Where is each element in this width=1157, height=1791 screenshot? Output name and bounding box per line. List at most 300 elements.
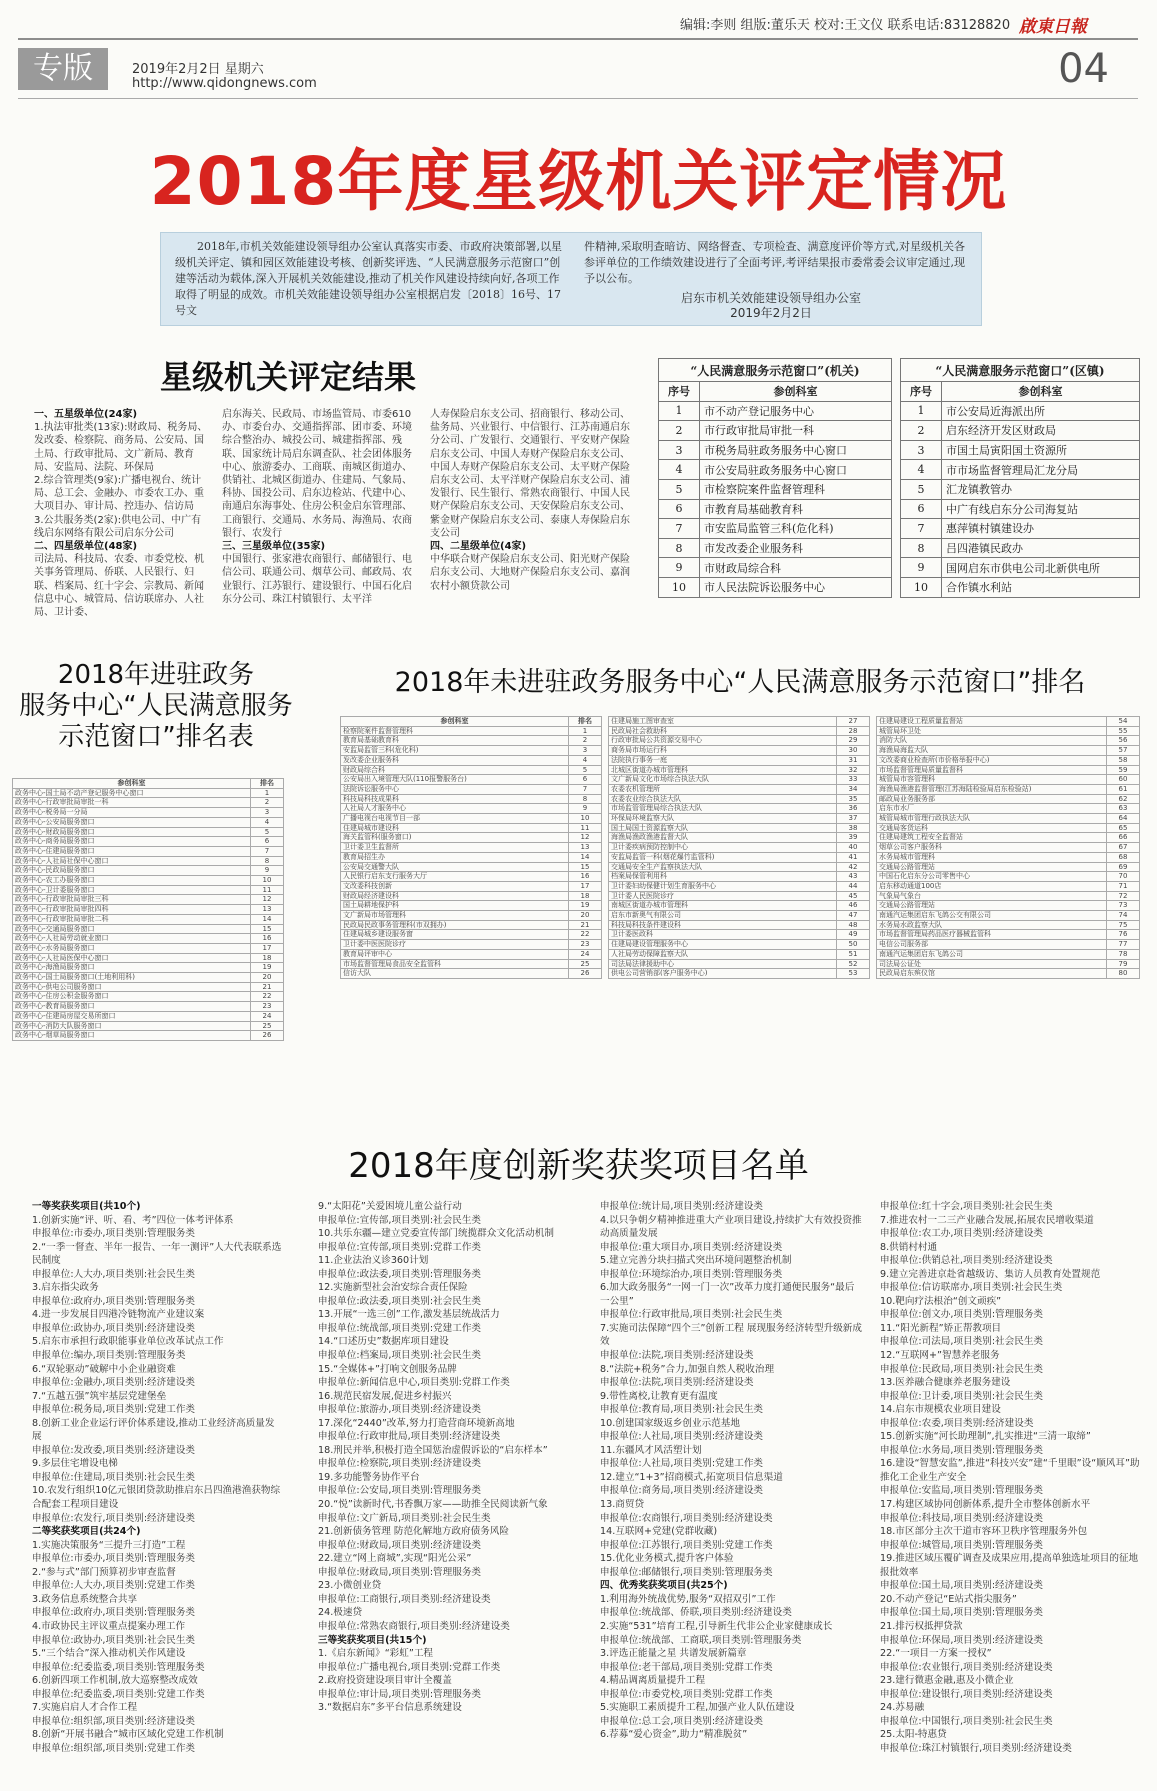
row-rank: 6 xyxy=(569,775,602,785)
row-rank: 17 xyxy=(569,881,602,891)
table-row xyxy=(13,943,284,953)
row-rank: 21 xyxy=(569,920,602,930)
list-item: 2.综合管理类(9家):广播电视台、统计局、总工会、金融办、市委农工办、重大项目办、审计局、控违办、信访局 xyxy=(34,475,204,513)
rank-in-title-line2: 服务中心“人民满意服务 xyxy=(19,691,293,721)
row-department: 政务中心-民政局服务窗口 xyxy=(13,866,251,876)
row-department: 市场监督管理局药品医疗器械监管科 xyxy=(877,930,1107,940)
row-department: 农委农业综合执法大队 xyxy=(609,794,837,804)
list-item: 17.构建区域协同创新体系,提升全市整体创新水平 xyxy=(880,1499,1091,1511)
row-rank: 13 xyxy=(251,905,284,915)
table-row xyxy=(13,924,284,934)
page-number: 04 xyxy=(1058,46,1109,92)
row-rank: 36 xyxy=(837,804,870,814)
row-department: 国土局耕地保护科 xyxy=(341,901,569,911)
row-rank: 61 xyxy=(1107,784,1140,794)
list-item: 申报单位:检察院,项目类别:经济建设类 xyxy=(318,1458,482,1470)
row-rank: 16 xyxy=(251,934,284,944)
row-rank: 68 xyxy=(1107,852,1140,862)
row-department: 海渔局海监大队 xyxy=(877,746,1107,756)
row-rank: 8 xyxy=(569,794,602,804)
row-department: 国网启东市供电公司北新供电所 xyxy=(942,558,1140,578)
table-row xyxy=(609,717,870,727)
list-item: 申报单位:江苏银行,项目类别:党建工作类 xyxy=(600,1539,773,1551)
table-row xyxy=(341,814,602,824)
list-item: 7.“五越五强”筑牢基层党建堡垒 xyxy=(32,1390,167,1402)
table-row xyxy=(341,726,602,736)
table-row xyxy=(901,421,1140,441)
row-rank: 41 xyxy=(837,852,870,862)
table-row xyxy=(877,872,1140,882)
table-row xyxy=(341,920,602,930)
row-department: 信访大队 xyxy=(341,969,569,979)
list-item: 22.“一项目一方案一授权” xyxy=(880,1648,992,1660)
table-row xyxy=(13,1002,284,1012)
table-row xyxy=(877,784,1140,794)
row-department: 市人民法院诉讼服务中心 xyxy=(700,577,892,597)
table-row xyxy=(609,843,870,853)
list-item: 申报单位:政法委,项目类别:社会民生类 xyxy=(318,1295,482,1307)
table-row xyxy=(13,837,284,847)
row-department: 交通局公路管理站 xyxy=(877,901,1107,911)
row-rank: 5 xyxy=(251,827,284,837)
row-department: 水务局水政监察大队 xyxy=(877,920,1107,930)
website-url[interactable]: http://www.qidongnews.com xyxy=(132,76,317,91)
table-row xyxy=(877,736,1140,746)
table-row xyxy=(13,876,284,886)
list-item: 申报单位:纪委监委,项目类别:管理服务类 xyxy=(32,1661,205,1673)
list-item: 8.供销村村通 xyxy=(880,1241,938,1253)
row-department: 烟草公司客户服务科 xyxy=(877,843,1107,853)
row-rank: 55 xyxy=(1107,726,1140,736)
row-rank: 20 xyxy=(251,973,284,983)
row-department: 教育局评审中心 xyxy=(341,949,569,959)
window-table-area xyxy=(900,358,1140,598)
list-heading: 二、四星级单位(48家) xyxy=(34,541,138,553)
col-header-name: 参创科室 xyxy=(13,779,251,789)
rank-out-table-3 xyxy=(876,716,1140,979)
list-item: 申报单位:统战部、工商联,项目类别:管理服务类 xyxy=(600,1634,802,1646)
table-row xyxy=(877,891,1140,901)
row-rank: 18 xyxy=(251,953,284,963)
list-item: 1.创新实施“评、听、看、考”四位一体考评体系 xyxy=(32,1214,234,1226)
table-row xyxy=(341,959,602,969)
list-item: 申报单位:农商银行,项目类别:经济建设类 xyxy=(600,1512,773,1524)
table-row xyxy=(877,843,1140,853)
row-rank: 53 xyxy=(837,969,870,979)
star-results-title: 星级机关评定结果 xyxy=(160,358,417,396)
row-department: 市市场监督管理局汇龙分局 xyxy=(942,460,1140,480)
row-department: 行政审批局公共资源交易中心 xyxy=(609,736,837,746)
list-item: 10.创建国家级返乡创业示范基地 xyxy=(600,1417,740,1429)
row-rank: 60 xyxy=(1107,775,1140,785)
row-rank: 44 xyxy=(837,881,870,891)
row-rank: 1 xyxy=(251,788,284,798)
row-rank: 71 xyxy=(1107,881,1140,891)
row-department: 政务中心-供电公司服务窗口 xyxy=(13,982,251,992)
table-row xyxy=(609,862,870,872)
row-department: 市场监督管理局食品安全监管科 xyxy=(341,959,569,969)
table-row xyxy=(609,872,870,882)
list-item: 8.“法院+税务”合力,加强自然人税收治理 xyxy=(600,1363,775,1375)
table-row xyxy=(901,479,1140,499)
list-item: 申报单位:政府办,项目类别:管理服务类 xyxy=(32,1607,196,1619)
awards-col-2 xyxy=(318,1200,578,1715)
col-header-rank: 排名 xyxy=(251,779,284,789)
page-header xyxy=(0,0,1157,108)
row-number: 6 xyxy=(659,499,700,519)
row-department: 政务中心-海渔局服务窗口 xyxy=(13,963,251,973)
row-rank: 29 xyxy=(837,736,870,746)
table-row xyxy=(659,519,892,539)
table-row xyxy=(609,794,870,804)
row-department: 公安局出入境管理大队(110报警服务台) xyxy=(341,775,569,785)
row-rank: 20 xyxy=(569,911,602,921)
table-row xyxy=(341,940,602,950)
rank-in-title-line1: 2018年进驻政务 xyxy=(57,660,255,690)
table-row xyxy=(341,746,602,756)
table-row xyxy=(609,949,870,959)
row-department: 市教育局基础教育科 xyxy=(700,499,892,519)
table-row xyxy=(901,460,1140,480)
list-heading: 四、二星级单位(4家) xyxy=(430,541,527,553)
row-rank: 23 xyxy=(251,1002,284,1012)
list-item: 申报单位:珠江村镇银行,项目类别:经济建设类 xyxy=(880,1742,1072,1754)
table-row xyxy=(341,949,602,959)
row-department: 住建局施工图审查室 xyxy=(609,717,837,727)
table-row xyxy=(13,866,284,876)
row-rank: 70 xyxy=(1107,872,1140,882)
table-row xyxy=(13,798,284,808)
row-rank: 49 xyxy=(837,930,870,940)
list-item: 8.创新工业企业运行评价体系建设,推动工业经济高质量发展 xyxy=(32,1417,275,1443)
row-department: 交通局安全生产监察执法大队 xyxy=(609,862,837,872)
row-number: 5 xyxy=(901,479,942,499)
row-rank: 24 xyxy=(569,949,602,959)
list-item: 申报单位:教育局,项目类别:社会民生类 xyxy=(600,1404,764,1416)
row-department: 政务中心-人社局劳动就业窗口 xyxy=(13,934,251,944)
table-caption: “人民满意服务示范窗口”(机关) xyxy=(659,359,892,382)
section-label: 专版 xyxy=(18,48,108,90)
row-department: 发改委企业服务科 xyxy=(341,755,569,765)
row-rank: 19 xyxy=(251,963,284,973)
row-department: 启东市新奥气有限公司 xyxy=(609,911,837,921)
table-row xyxy=(609,736,870,746)
row-department: 汇龙镇教管办 xyxy=(942,479,1140,499)
row-rank: 14 xyxy=(569,852,602,862)
table-row xyxy=(609,891,870,901)
list-item: 14.互联网+党建(党群收藏) xyxy=(600,1526,718,1538)
star-col-2 xyxy=(222,408,418,606)
list-item: 3.公共服务类(2家):供电公司、中广有线启东网络有限公司启东分公司 xyxy=(34,514,202,539)
row-department: 住建局城市建设科 xyxy=(341,823,569,833)
row-rank: 75 xyxy=(1107,920,1140,930)
col-header-name: 参创科室 xyxy=(942,382,1140,402)
row-rank: 10 xyxy=(569,814,602,824)
row-number: 10 xyxy=(901,577,942,597)
table-row xyxy=(877,746,1140,756)
list-item: 16.规范民宿发展,促进乡村振兴 xyxy=(318,1390,452,1402)
rank-out-table-1 xyxy=(340,716,602,979)
row-rank: 12 xyxy=(569,833,602,843)
row-department: 南通汽运集团启东飞鸽公司 xyxy=(877,949,1107,959)
list-item: 14.启东市规模农业项目建设 xyxy=(880,1404,1001,1416)
table-row xyxy=(609,920,870,930)
row-rank: 31 xyxy=(837,755,870,765)
row-department: 教育局招生办 xyxy=(341,852,569,862)
list-item: 申报单位:文广新局,项目类别:社会民生类 xyxy=(318,1512,491,1524)
list-item: 20.“悦”读新时代,书香飘万家——助推全民阅读新气象 xyxy=(318,1499,548,1511)
table-row xyxy=(341,823,602,833)
row-rank: 3 xyxy=(251,808,284,818)
list-item: 11.东疆风才风活塑计划 xyxy=(600,1444,702,1456)
row-department: 启东经济开发区财政局 xyxy=(942,421,1140,441)
list-item: 19.推进区域压覆矿调查及成果应用,提高单独选址项目的征地报批效率 xyxy=(880,1553,1139,1578)
row-department: 司法局法律援助中心 xyxy=(609,959,837,969)
row-department: 市财政局综合科 xyxy=(700,558,892,578)
row-rank: 67 xyxy=(1107,843,1140,853)
row-department: 卫计委妇幼保健计划生育服务中心 xyxy=(609,881,837,891)
row-number: 7 xyxy=(901,519,942,539)
table-row xyxy=(13,885,284,895)
row-rank: 48 xyxy=(837,920,870,930)
col-header-rank: 排名 xyxy=(569,717,602,727)
list-item: 16.建设“智慧安监”,推进“科技兴安”建“千里眼”设“顺风耳”助推化工企业生产安全 xyxy=(880,1458,1140,1483)
row-department: 广播电视台电视节目一部 xyxy=(341,814,569,824)
table-row xyxy=(609,969,870,979)
row-number: 5 xyxy=(659,479,700,499)
list-item: 13.商贸贷 xyxy=(600,1499,645,1511)
row-rank: 22 xyxy=(569,930,602,940)
header-divider xyxy=(18,38,1138,40)
table-caption: “人民满意服务示范窗口”(区镇) xyxy=(901,359,1140,382)
list-item: 中华联合财产保险启东支公司、阳光财产保险启东支公司、大地财产保险启东支公司、嘉润农村小额贷款公司 xyxy=(430,554,630,592)
row-rank: 30 xyxy=(837,746,870,756)
row-rank: 62 xyxy=(1107,794,1140,804)
list-item: 申报单位:人社局,项目类别:经济建设类 xyxy=(600,1431,764,1443)
row-rank: 40 xyxy=(837,843,870,853)
list-item: 申报单位:统计局,项目类别:经济建设类 xyxy=(600,1201,764,1212)
table-row xyxy=(877,794,1140,804)
list-item: 申报单位:邮储银行,项目类别:管理服务类 xyxy=(600,1566,773,1578)
row-department: 卫计委人民医院诊疗 xyxy=(609,891,837,901)
list-item: 6.“双轮驱动”破解中小企业融资难 xyxy=(32,1363,176,1375)
row-rank: 51 xyxy=(837,949,870,959)
row-rank: 63 xyxy=(1107,804,1140,814)
row-rank: 25 xyxy=(569,959,602,969)
row-rank: 13 xyxy=(569,843,602,853)
row-rank: 76 xyxy=(1107,930,1140,940)
row-rank: 56 xyxy=(1107,736,1140,746)
table-row xyxy=(341,911,602,921)
list-item: 申报单位:法院,项目类别:经济建设类 xyxy=(600,1377,754,1389)
row-department: 海关监管科(服务窗口) xyxy=(341,833,569,843)
rank-in-title xyxy=(12,660,300,753)
row-department: 卫计委卫生监督所 xyxy=(341,843,569,853)
list-item: 10.共乐东疆—建立党委宣传部门统揽群众文化活动机制 xyxy=(318,1228,554,1240)
row-department: 政务中心-行政审批局审批三科 xyxy=(13,895,251,905)
row-department: 市发改委企业服务科 xyxy=(700,538,892,558)
col-header-name: 参创科室 xyxy=(700,382,892,402)
row-rank: 35 xyxy=(837,794,870,804)
list-item: 申报单位:工商银行,项目类别:经济建设类 xyxy=(318,1593,491,1605)
row-department: 政务中心-国土局不动产登记服务中心窗口 xyxy=(13,788,251,798)
table-row xyxy=(341,843,602,853)
rank-in-title-line3: 示范窗口”排名表 xyxy=(58,722,254,752)
awards-col-4 xyxy=(880,1200,1142,1755)
row-department: 民政局启东殡仪馆 xyxy=(877,969,1107,979)
row-rank: 65 xyxy=(1107,823,1140,833)
table-row xyxy=(659,401,892,421)
row-department: 文广新局文化市场综合执法大队 xyxy=(609,775,837,785)
row-rank: 64 xyxy=(1107,814,1140,824)
row-rank: 17 xyxy=(251,943,284,953)
list-item: 4.市政协民主评议重点提案办理工作 xyxy=(32,1620,186,1632)
table-row xyxy=(13,953,284,963)
table-row xyxy=(877,726,1140,736)
row-department: 财政局综合科 xyxy=(341,765,569,775)
row-rank: 42 xyxy=(837,862,870,872)
table-row xyxy=(609,784,870,794)
list-item: 7.实施启启人才合作工程 xyxy=(32,1702,138,1714)
list-item: 申报单位:国土局,项目类别:管理服务类 xyxy=(880,1607,1044,1619)
row-rank: 15 xyxy=(251,924,284,934)
table-row xyxy=(13,856,284,866)
table-row xyxy=(609,746,870,756)
list-item: 申报单位:商务局,项目类别:经济建设类 xyxy=(600,1485,764,1497)
col-header-num: 序号 xyxy=(901,382,942,402)
list-item: 申报单位:供销总社,项目类别:经济建设类 xyxy=(880,1255,1053,1267)
list-item: 申报单位:人大办,项目类别:党建工作类 xyxy=(32,1580,196,1592)
table-row xyxy=(13,992,284,1002)
row-rank: 5 xyxy=(569,765,602,775)
row-rank: 21 xyxy=(251,982,284,992)
list-item: 5.实施职工素质提升工程,加强产业人队伍建设 xyxy=(600,1702,795,1714)
list-item: 1.执法审批类(13家):财政局、税务局、发改委、检察院、商务局、公安局、国土局、行政审批局、文广新局、教育局、安监局、法院、环保局 xyxy=(34,422,208,473)
row-rank: 2 xyxy=(569,736,602,746)
table-row xyxy=(877,940,1140,950)
list-item: 启东海关、民政局、市场监管局、市委610办、市委台办、交通指挥部、团市委、环境综合整治办、城投公司、城建指挥部、残联、国家统计局启东调查队、社会团体服务中心、旅游委办、工商联、南城区街道办、供销社、北城区街道办、住建局、气象局、科协、国投公司、启东边检站、代建中心、南通启东海事处、住房公积金启东管理部、工商银行、交通局、水务局、海渔局、农商银行、农发行 xyxy=(222,409,412,539)
row-department: 政务中心-国土局服务窗口(土地利用科) xyxy=(13,973,251,983)
table-row xyxy=(13,788,284,798)
list-item: 申报单位:档案局,项目类别:社会民生类 xyxy=(318,1350,482,1362)
row-rank: 32 xyxy=(837,765,870,775)
row-department: 市检察院案件监督管理科 xyxy=(700,479,892,499)
list-item: 9.多层住宅增设电梯 xyxy=(32,1458,118,1470)
list-item: 14.“口述历史”数据库项目建设 xyxy=(318,1336,449,1348)
table-row xyxy=(13,905,284,915)
row-rank: 45 xyxy=(837,891,870,901)
row-rank: 16 xyxy=(569,872,602,882)
row-department: 住建局建筑工程安全监督站 xyxy=(877,833,1107,843)
table-row xyxy=(13,827,284,837)
list-item: 8.创新“开展书融合”城市区域化党建工作机制 xyxy=(32,1729,224,1741)
row-department: 政务中心-水务局服务窗口 xyxy=(13,943,251,953)
list-item: 申报单位:常熟农商银行,项目类别:经济建设类 xyxy=(318,1620,510,1632)
table-row xyxy=(341,794,602,804)
table-row xyxy=(609,775,870,785)
list-item: 13.医养融合健康养老服务建设 xyxy=(880,1377,1011,1389)
list-item: 申报单位:统战部、侨联,项目类别:经济建设类 xyxy=(600,1607,792,1619)
list-item: 申报单位:统战部,项目类别:党建工作类 xyxy=(318,1322,482,1334)
list-item: 申报单位:城管局,项目类别:管理服务类 xyxy=(880,1539,1044,1551)
list-item: 申报单位:旅游办,项目类别:经济建设类 xyxy=(318,1404,482,1416)
row-rank: 26 xyxy=(251,1031,284,1041)
list-item: 申报单位:国土局,项目类别:经济建设类 xyxy=(880,1580,1044,1592)
table-row xyxy=(901,558,1140,578)
table-row xyxy=(877,920,1140,930)
rank-out-title: 2018年未进驻政务服务中心“人民满意服务示范窗口”排名 xyxy=(394,667,1086,698)
table-row xyxy=(659,558,892,578)
row-department: 卫计委医政科 xyxy=(609,930,837,940)
row-rank: 11 xyxy=(251,885,284,895)
row-department: 交通局公路管理站 xyxy=(877,862,1107,872)
list-item: 申报单位:编办,项目类别:管理服务类 xyxy=(32,1350,186,1362)
list-item: 25.太阳-特惠贷 xyxy=(880,1729,947,1741)
row-rank: 14 xyxy=(251,914,284,924)
row-department: 北城区街道办城市管理科 xyxy=(609,765,837,775)
row-department: 政务中心-公安局服务窗口 xyxy=(13,817,251,827)
list-heading: 一、五星级单位(24家) xyxy=(34,409,138,420)
row-department: 政务中心-人社局社保中心窗口 xyxy=(13,856,251,866)
row-department: 政务中心-行政审批局审批四科 xyxy=(13,905,251,915)
list-item: 1.利用海外统战优势,服务“双招双引”工作 xyxy=(600,1593,776,1605)
list-item: 2.“一季一督查、半年一报告、一年一测评”人大代表联系选民制度 xyxy=(32,1241,282,1267)
table-row xyxy=(341,755,602,765)
list-item: 申报单位:组织部,项目类别:经济建设类 xyxy=(32,1715,196,1727)
list-item: 申报单位:农发行,项目类别:经济建设类 xyxy=(32,1512,196,1524)
rank-in-table xyxy=(12,778,284,1041)
row-department: 交通局客货运科 xyxy=(877,823,1107,833)
table-row xyxy=(13,1021,284,1031)
main-headline: 2018年度星级机关评定情况 xyxy=(149,143,1008,220)
table-row xyxy=(609,930,870,940)
row-department: 住建局建设工程质量监督站 xyxy=(877,717,1107,727)
list-item: 申报单位:市委办,项目类别:管理服务类 xyxy=(32,1553,196,1565)
list-item: 3.评选正能量之星 共谱发展新篇章 xyxy=(600,1648,747,1660)
table-row xyxy=(13,963,284,973)
list-item: 2.实施“531”培育工程,引导新生代非公企业家健康成长 xyxy=(600,1620,833,1632)
table-row xyxy=(901,499,1140,519)
row-department: 公安局交通警大队 xyxy=(341,862,569,872)
list-item: 申报单位:新闻信息中心,项目类别:党群工作类 xyxy=(318,1377,510,1389)
row-department: 市国土局寅阳国土资源所 xyxy=(942,440,1140,460)
row-department: 南城区街道办城市管理科 xyxy=(609,901,837,911)
table-row xyxy=(609,911,870,921)
table-row xyxy=(877,765,1140,775)
table-row xyxy=(877,949,1140,959)
list-item: 申报单位:纪委监委,项目类别:党建工作类 xyxy=(32,1688,205,1700)
table-row xyxy=(877,911,1140,921)
row-department: 人社局人才服务中心 xyxy=(341,804,569,814)
list-item: 申报单位:宣传部,项目类别:党群工作类 xyxy=(318,1241,482,1253)
intro-text-right: 件精神,采取明查暗访、网络督查、专项检查、满意度评价等方式,对星级机关各参评单位的工作绩效建设进行了全面考评,考评结果报市委常委会议审定通过,现予以公布。 xyxy=(584,240,965,285)
table-row xyxy=(609,804,870,814)
list-item: 申报单位:公安局,项目类别:管理服务类 xyxy=(318,1485,482,1497)
list-item: 22.建立“网上商城”,实现“阳光公采” xyxy=(318,1553,472,1565)
row-rank: 4 xyxy=(569,755,602,765)
list-item: 申报单位:水务局,项目类别:管理服务类 xyxy=(880,1444,1044,1456)
table-row xyxy=(341,930,602,940)
newspaper-logo: 啟東日報 xyxy=(1019,17,1087,37)
row-department: 文改委商业检查所(市价格举报中心) xyxy=(877,755,1107,765)
list-item: 7.推进农村一二三产业融合发展,拓展农民增收渠道 xyxy=(880,1214,1094,1226)
header-divider-bottom xyxy=(18,98,1138,99)
list-item: 24.极速贷 xyxy=(318,1607,363,1619)
table-row xyxy=(877,717,1140,727)
row-department: 文广新局市场管理科 xyxy=(341,911,569,921)
row-department: 安监局监管三科(危化科) xyxy=(341,746,569,756)
list-item: 21.排污权抵押贷款 xyxy=(880,1620,963,1632)
